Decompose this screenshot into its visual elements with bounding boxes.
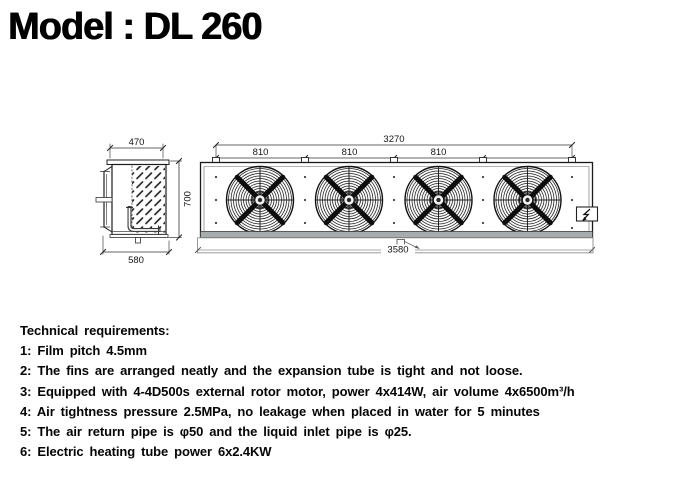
side-drain-fitting [136,238,141,244]
dim-label-3580: 3580 [387,244,409,256]
side-dim-height [169,159,194,241]
fan-3 [405,167,472,234]
side-motor-mount [96,198,112,203]
side-coil-block [132,166,165,233]
dim-label-810-1: 810 [252,147,269,158]
page-title: Model : DL 260 [8,6,262,48]
side-top-flange [107,160,169,165]
front-view [196,134,598,256]
dim-label-700: 700 [182,191,194,207]
dim-label-3270: 3270 [383,134,405,145]
tech-item-6: 6: Electric heating tube power 6x2.4KW [20,444,272,460]
side-dim-width-top [108,137,166,158]
tech-item-1: 1: Film pitch 4.5mm [20,343,147,359]
dim-label-580: 580 [128,255,144,266]
tech-item-5: 5: The air return pipe is φ50 and the liquid inlet pipe is φ25. [20,424,412,440]
tech-item-4: 4: Air tightness pressure 2.5MPa, no leakage when placed in water for 5 minutes [20,403,540,419]
front-bottom-strip [201,232,593,238]
fan-1 [227,167,294,234]
dim-label-810-3: 810 [430,147,447,158]
side-fan-cowl [96,167,112,233]
tech-item-3: 3: Equipped with 4-4D500s external rotor motor, power 4x414W, air volume 4x6500m³/h [20,383,575,399]
dim-label-470: 470 [128,137,145,148]
dim-label-810-2: 810 [341,147,358,158]
fan-2 [316,167,383,234]
fan-4 [494,167,561,234]
electrical-box [577,207,598,221]
tech-item-2: 2: The fins are arranged neatly and the expansion tube is tight and not loose. [20,363,523,379]
tech-heading: Technical requirements: [20,323,170,338]
technical-requirements [20,321,672,462]
side-view [96,137,194,266]
